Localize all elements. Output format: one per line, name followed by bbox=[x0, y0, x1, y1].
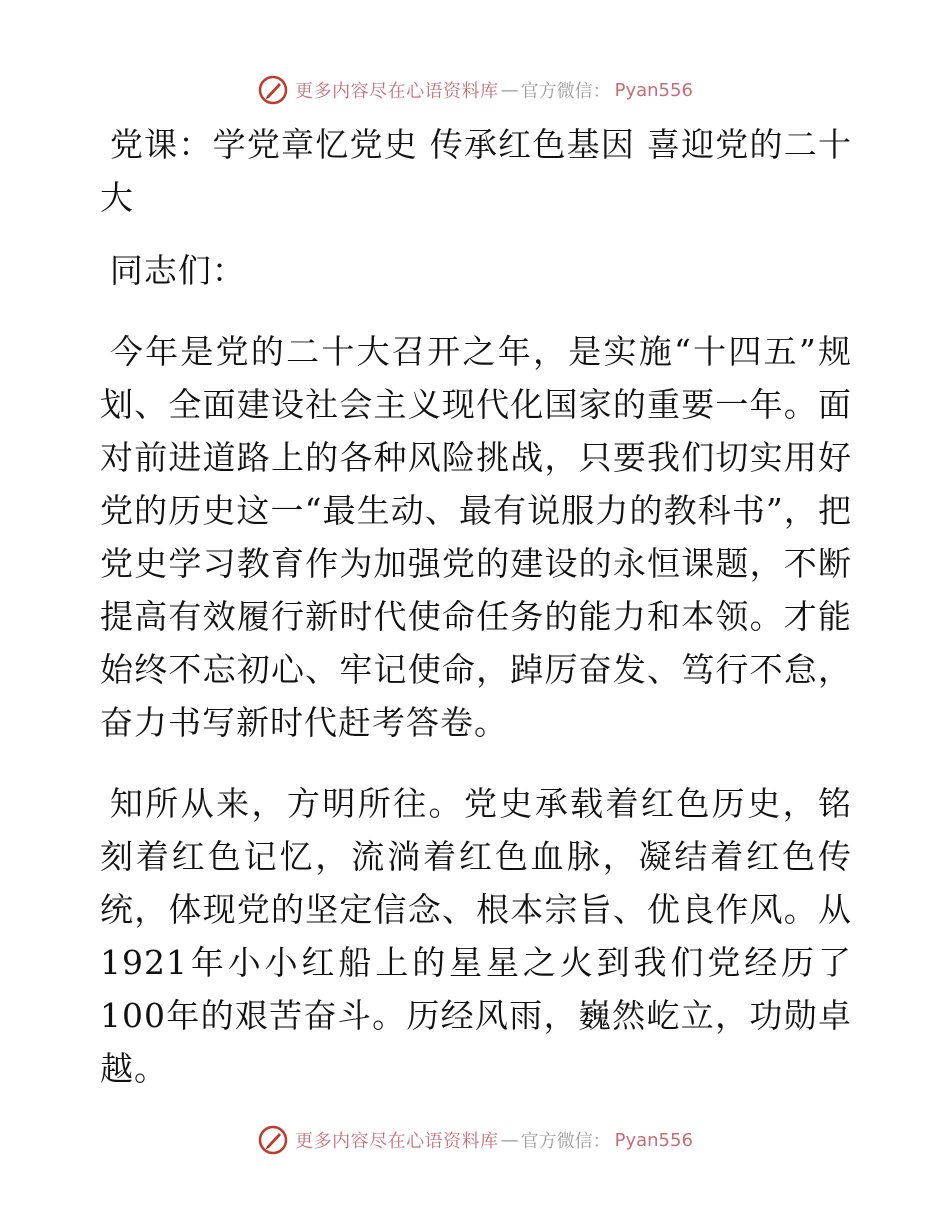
paragraph-2: 知所从来，方明所往。党史承载着红色历史，铭刻着红色记忆，流淌着红色血脉，凝结着红色传统，体现党的坚定信念、根本宗旨、优良作风。从1921年小小红船上的星星之火到我们党经历了100年的艰苦奋斗。历经风雨，巍然屹立，功勋卓越。 bbox=[100, 784, 852, 1088]
pen-logo-icon bbox=[257, 1124, 289, 1156]
watermark-dash: — bbox=[500, 79, 519, 101]
watermark-wechat-id: Pyan556 bbox=[614, 79, 693, 101]
greeting: 同志们： bbox=[109, 251, 246, 290]
watermark-dash: — bbox=[500, 1129, 519, 1151]
document-title: 党课：学党章忆党史 传承红色基因 喜迎党的二十大 bbox=[100, 125, 852, 217]
document-body bbox=[100, 118, 852, 1095]
watermark-wechat-label: 官方微信： bbox=[520, 81, 611, 102]
watermark-wechat-id: Pyan556 bbox=[614, 1129, 693, 1151]
header-watermark bbox=[0, 70, 950, 110]
footer-watermark bbox=[0, 1120, 950, 1160]
watermark-main-text: 更多内容尽在心语资料库 bbox=[295, 1131, 499, 1152]
watermark-wechat-label: 官方微信： bbox=[520, 1131, 611, 1152]
watermark-main-text: 更多内容尽在心语资料库 bbox=[295, 81, 499, 102]
paragraph-1: 今年是党的二十大召开之年，是实施“十四五”规划、全面建设社会主义现代化国家的重要一年。面对前进道路上的各种风险挑战，只要我们切实用好党的历史这一“最生动、最有说服力的教科书”，把党史学习教育作为加强党的建设的永恒课题，不断提高有效履行新时代使命任务的能力和本领。才能始终不忘初心、牢记使命，踔厉奋发、笃行不怠，奋力书写新时代赶考答卷。 bbox=[100, 332, 852, 742]
pen-logo-icon bbox=[257, 74, 289, 106]
